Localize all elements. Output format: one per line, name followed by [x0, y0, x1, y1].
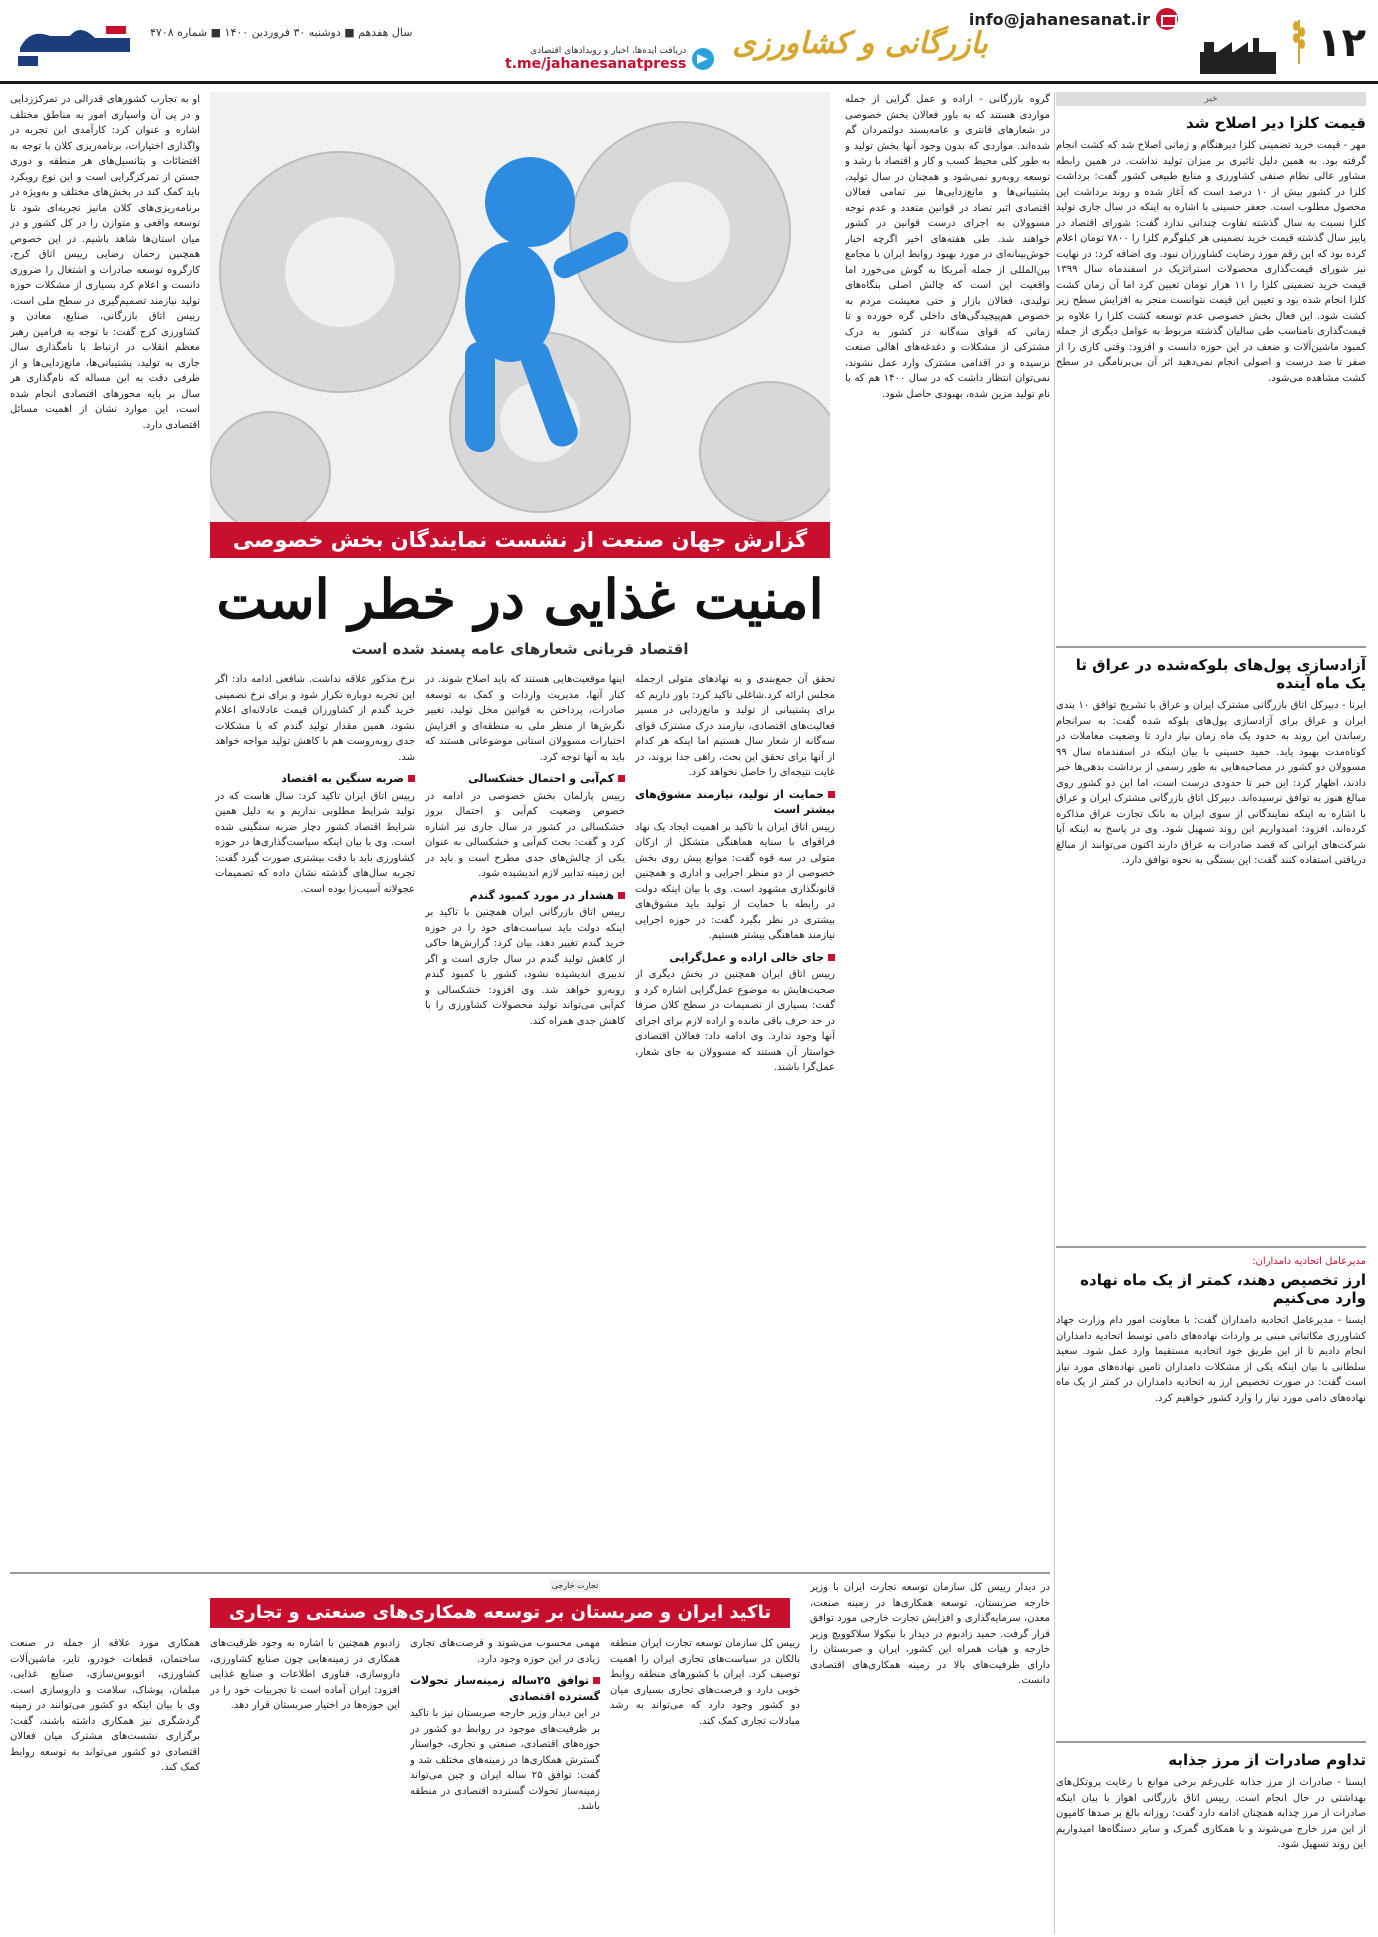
news-body: ایرنا - دبیرکل اتاق بازرگانی مشترک ایران و عراق با تشریح توافق ۱۰ بندی ایران و عراق برای آزادسازی پول‌های بلوکه شده گفت: به سرانجام رساندن این روند به حدود یک ماه زمان نیاز دارد تا وضعیت معاملات در کوتاه‌مدت بهبود یابد. حمید حسینی با بیان اینکه در اسفندماه سال ۹۹ مسوولان دو کشور در مصاحبه‌هایی به طور رسمی از برداشت بدهی‌ها خبر دادند، اظهار کرد: این خبر تا حدودی درست است، اما این دو کشور روی مبالغ هنوز به توافق نرسیده‌اند. دبیرکل اتاق بازرگانی مشترک ایران و عراق با اشاره به اینکه نمایندگانی از سوی ایران به بانک تجارت عراق مذاکره کرده‌اند، افزود: امیدواریم این روند تسهیل شود. وی در پاسخ به اینکه آیا شرکت‌های ایرانی که قصد صادرات به عراق دارند اکنون می‌توانند از مبالغ دریافتی استفاده کنند گفت: این بستگی به نحوه توافق دارد.: [1056, 700, 1366, 866]
telegram-caption: دریافت ایده‌ها، اخبار و رویدادهای اقتصادی: [530, 46, 687, 56]
paragraph: اینها موقعیت‌هایی هستند که باید اصلاح شوند. در کنار آنها، مدیریت واردات و کمک به توسعه صادرات، پرداختن به قوانین مخل تولید، تغییر نگرش‌ها از منظر ملی به منطقه‌ای و افزایش اختیارات مسوولان استانی موضوعاتی هستند که باید به آنها توجه کرد.: [425, 674, 625, 763]
article-body: [210, 672, 835, 1552]
subheading: [425, 771, 625, 787]
news-title[interactable]: تداوم صادرات از مرز جذابه: [1168, 1751, 1366, 1769]
news-tag: خبر: [1056, 92, 1366, 106]
news-body: ایسنا - مدیرعامل اتحادیه دامداران گفت: با معاونت امور دام وزارت جهاد کشاورزی مکاتباتی مبنی بر واردات نهاده‌های دامی توسط اتحادیه دامداران انجام دادیم تا از این طریق خود اتحادیه مستقیما وارد عمل شود. سعید سلطانی با بیان اینکه یکی از مشکلات دامداران تامین نهاده‌های مورد نیاز است گفت: در صورت تخصیص ارز به اتحادیه دامداران در کمتر از یک ماه نهاده‌های دامی مورد نیاز را وارد کشور خواهیم کرد.: [1056, 1315, 1366, 1404]
email-contact[interactable]: [969, 8, 1178, 30]
paragraph: مهمی محسوب می‌شوند و فرصت‌های تجاری زیادی در این حوزه وجود دارد.: [410, 1638, 600, 1665]
paragraph: رییس اتاق ایران با تاکید بر اهمیت ایجاد یک نهاد فراقوای با سنایه هماهنگی متشکل از ارکان متولی در سه قوه گفت: موانع پیش روی بخش خصوصی از دو منظر اجرایی و اداری و همچنین قانونگذاری مشهود است. وی با بیان اینکه دولت در رابطه با حمایت از تولید باید مشوق‌های بیشتری در نظر بگیرد گفت: در حوزه اجرایی نیازمند هماهنگی بیشتر هستیم.: [635, 821, 835, 941]
subheading: [635, 950, 835, 966]
bullet-square-icon: [593, 1677, 600, 1684]
subheading: [635, 787, 835, 818]
telegram-icon: [692, 48, 714, 70]
paragraph: رییس اتاق ایران تاکید کرد: سال هاست که در تولید شرایط مطلوبی نداریم و به دلیل همین شرایط اقتصاد کشور دچار ضربه سنگینی شده است. وی با بیان اینکه سیاست‌گذاری‌ها در حوزه کشاورزی باید با دقت بیشتری صورت گیرد گفت: تجربه سال‌های گذشته نشان داده که تصمیمات عجولانه آسیب‌زا بوده است.: [215, 790, 415, 895]
news-item-export: [1056, 1751, 1366, 1937]
news-briefs-column: [1056, 92, 1366, 1934]
bottom-column: همکاری مورد علاقه از جمله در صنعت ساختمان، قطعات خودرو، تایر، ماشین‌آلات کشاورزی، اتوبوس‌سازی، صنایع غذایی، مبلمان، پوشاک، سلامت و داروسازی است. وی با بیان اینکه دو کشور می‌توانند در زمینه گردشگری نیز همکاری داشته باشند، گفت: برگزاری نشست‌های مشترک میان فعالان اقتصادی دو کشور می‌تواند به توسعه روابط کمک کند.: [10, 1638, 200, 1773]
column-divider: [1054, 92, 1055, 1934]
article-column-left: او به تجارب کشورهای قدرالی در تمرکززدایی و در پی آن واسپاری امور به مناطق مختلف اشاره و عنوان کرد: کارآمدی این تجربه در واگذاری اختیارات، برنامه‌ریزی کلان با توجه به اقتضائات و پتانسیل‌های هر منطقه و دوری جستن از تمرکزگرایی است و این نوع رویکرد باید کمک کند در بخش‌های مختلف و به‌ویژه در برنامه‌ریزی‌های کلان مانیز تجربه‌ای شود تا توسعه واقعی و متوازن را در کل کشور و در میان استان‌ها شاهد باشیم. در این خصوص همچنین رحمان رضایی رییس اتاق کرج، کارگروه توسعه صادرات و اشتغال را ضروری دانست و اعلام کرد بسیاری از مشکلات حوزه تولید نیازمند تصمیم‌گیری در سطح ملی است. رییس اتاق بازرگانی، صنایع، معادن و کشاورزی کرج گفت: با توجه به فرامین رهبر معظم انقلاب در ارتباط با نامگذاری سال جاری به تولید، پشتیبانی‌ها، مانع‌زدایی‌ها و از طرفی دقت به این مساله که نام‌گذاری هر سال بر پایه محورهای اقتصادی انجام شده است، این موارد نشان از اهمیت مسائل اقتصادی دارد.: [10, 94, 200, 431]
wheat-icon: [1290, 16, 1308, 64]
news-kicker: مدیرعامل اتحادیه دامداران:: [1252, 1256, 1366, 1267]
paragraph: رییس اتاق بازرگانی ایران همچنین با تاکید بر اینکه دولت باید سیاست‌های خود را در حوزه خرید گندم تغییر دهد، بیان کرد: گزارش‌ها حاکی از کاهش تولید گندم در سال جاری است و اگر تدبیری اندیشیده نشود، کشور با کمبود گندم روبه‌رو خواهد شد. وی افزود: خشکسالی و کم‌آبی می‌تواند تولید محصولات کشاورزی را با کاهش جدی همراه کند.: [425, 907, 625, 1027]
subheading: [425, 888, 625, 904]
article-column: [215, 672, 415, 1552]
bullet-square-icon: [408, 775, 415, 782]
article-tag: تجارت خارجی: [551, 1581, 599, 1590]
email-icon: [1156, 8, 1178, 30]
subheading: [215, 771, 415, 787]
telegram-link[interactable]: t.me/jahanesanatpress: [505, 56, 687, 72]
news-body: مهر - قیمت خرید تضمینی کلزا دیرهنگام و زمانی اصلاح شد که کشت انجام گرفته بود. به همین دلیل تاثیری بر میزان تولید نداشت. در همین رابطه مشاور عالی نظام صنفی کشاورزی و منابع طبیعی کشور گفت: برداشت کلزا در کشور بیش از ۱۰ درصد است که آغاز شده و روند برداشت این محصول مطلوب است. جعفر حسینی با اشاره به اینکه در سال جاری تولید کلزا نسبت به سال گذشته تفاوت چندانی ندارد گفت: شورای اقتصاد در پاییز سال گذشته قیمت خرید تضمینی هر کیلوگرم کلزا را ۷۸۰۰ تومان اعلام کرده بود که این رقم مورد رضایت کشاورزان نبود. وی اضافه کرد: در نهایت نیز شورای قیمت‌گذاری محصولات استراتژیک در اسفندماه سال ۱۳۹۹ قیمت خرید تضمینی کلزا را ۱۱ هزار تومان تعیین کرد اما آن زمان کشت کلزا انجام شده بود و تعیین این قیمت نتوانست منجر به افزایش سطح زیر کشت شود. این فعال بخش خصوصی عدم توسعه کشت کلزا را علاوه بر قیمت‌گذاری نامناسب طی سالیان گذشته مربوط به عوامل دیگری از جمله کمبود ماشین‌آلات و ضعف در این حوزه دانست و افزود: وقتی کاری را از صفر تا صد درست و اصولی انجام نمی‌دهید اثر آن بی‌برنامگی در سطح کشت مشاهده می‌شود.: [1056, 140, 1366, 384]
subheading-text: حمایت از تولید، نیازمند مشوق‌های بیشتر است: [635, 787, 835, 816]
divider: [1056, 1246, 1366, 1248]
email-text: info@jahanesanat.ir: [968, 9, 1150, 29]
article-column-intro: گروه بازرگانی - اراده و عمل گرایی از جمله مواردی هستند که به باور فعالان بخش خصوصی در شعارهای قانتری و عامه‌پسند دولتمردان گم شده‌اند. مواردی که بدون وجود آنها بخش تولید و به طور کلی محیط کسب و کار و اقتصاد با رشد و توسعه روبه‌رو نمی‌شود و همچنان در سال تولید، پشتیبانی‌ها و مانع‌زدایی‌ها نیز تمامی فعالان اقتصادی اثبر تضاد در قوانین متعدد و عدم توجه مسوولان به اجرای درست قوانین در کشور خواهند شد. طی هفته‌های اخیر اگرچه اخبار خوش‌بینانه‌ای در مورد بهبود روابط ایران با مجامع بین‌المللی از جمله آمریکا به گوش می‌خورد اما واقعیت این است که چالش اصلی بنگاه‌های تولیدی، فعالان بازار و حتی معیشت مردم به خصوص هم‌پیچیدگی‌های داخلی گره خورده و تا زمانی که قوای سه‌گانه در کشور به درک مشترکی از مشکلات و دغدغه‌های اهالی صنعت نرسیده و در اقدامی مشترک وارد عمل نشوند، نمی‌توان انتظار داشت که در سال ۱۴۰۰ هم که با نام تولید مزین شده، بهبودی حاصل شود.: [845, 94, 1050, 400]
bottom-column: رییس کل سازمان توسعه تجارت ایران منطقه بالکان در سیاست‌های تجاری ایران را اهمیت توصیف کرد. ایران با کشورهای منطقه روابط خوبی دارد و فرصت‌های تجاری بسیاری میان دو کشور وجود دارد که می‌تواند به رشد مبادلات تجاری کمک کند.: [610, 1638, 800, 1727]
gears-illustration: [210, 92, 830, 522]
bottom-headline[interactable]: تاکید ایران و صربستان بر توسعه همکاری‌های صنعتی و تجاری: [210, 1598, 790, 1628]
subheading-text: ضربه سنگین به اقتصاد: [281, 772, 404, 785]
bottom-body: [10, 1636, 800, 1926]
divider: [1056, 646, 1366, 648]
subheading-text: هشدار در مورد کمبود گندم: [469, 888, 614, 902]
subheading-text: توافق ۲۵ساله زمینه‌ساز تحولات گسترده اقتصادی: [410, 1674, 600, 1703]
page-number: ۱۲: [1317, 20, 1366, 66]
issue-info: سال هفدهم ■ دوشنبه ۳۰ فروردین ۱۴۰۰ ■ شماره ۴۷۰۸: [150, 26, 413, 39]
bottom-column: زادبوم همچنین با اشاره به وجود ظرفیت‌های همکاری در زمینه‌هایی چون صنایع کشاورزی، داروسازی، فناوری اطلاعات و صنایع غذایی افزود: ایران آماده است تا تجربیات خود را در این حوزه‌ها در اختیار صربستان قرار دهد.: [210, 1638, 400, 1711]
news-item-livestock: [1056, 1256, 1366, 1733]
paragraph: رییس اتاق ایران همچنین در بخش دیگری از صحبت‌هایش به موضوع عمل‌گرایی اشاره کرد و گفت: بسیاری از تصمیمات در سطح کلان صرفا در حد حرف باقی مانده و اراده لازم برای اجرای آنها وجود ندارد. وی ادامه داد: فعالان اقتصادی خواستار آن هستند که مسوولان به جای شعار، عمل‌گرا باشند.: [635, 969, 835, 1073]
bullet-square-icon: [828, 954, 835, 961]
paragraph: در این دیدار وزیر خارجه صربستان نیز با تاکید بر ظرفیت‌های موجود در روابط دو کشور در حوزه‌های اقتصادی، صنعتی و تجاری، خواستار گسترش همکاری‌ها در زمینه‌های مختلف شد و گفت: توافق ۲۵ ساله ایران و چین می‌تواند زمینه‌ساز تحولات گسترده اقتصادی در منطقه باشد.: [410, 1708, 600, 1812]
news-item-canola: [1056, 114, 1366, 638]
factory-logo-icon: [1198, 36, 1278, 76]
article-column: [635, 672, 835, 1552]
subheading-text: کم‌آبی و احتمال خشکسالی: [468, 772, 614, 785]
telegram-channel[interactable]: [505, 46, 714, 72]
news-title[interactable]: ارز تخصیص دهند، کمتر از یک ماه نهاده وارد می‌کنیم: [1080, 1271, 1366, 1307]
article-kicker: گزارش جهان صنعت از نشست نمایندگان بخش خصوصی: [210, 522, 830, 558]
news-item-iraq: [1056, 656, 1366, 1238]
bullet-square-icon: [618, 892, 625, 899]
article-lead: اقتصاد قربانی شعارهای عامه پسند شده است: [351, 640, 689, 658]
bullet-square-icon: [828, 791, 835, 798]
subheading: [410, 1673, 600, 1704]
article-headline[interactable]: امنیت غذایی در خطر است: [216, 567, 824, 631]
news-title[interactable]: قیمت کلزا دیر اصلاح شد: [1186, 114, 1366, 132]
paragraph: رییس پارلمان بخش خصوصی در ادامه در خصوص وضعیت کم‌آبی و احتمال بروز خشکسالی در کشور در سال جاری نیز اشاره کرد و گفت: بحث کم‌آبی و خشکسالی به عنوان یکی از چالش‌های جدی مطرح است و باید در این زمینه تدابیر لازم اندیشیده شود.: [425, 790, 625, 879]
masthead: [0, 0, 1378, 84]
news-title[interactable]: آزادسازی پول‌های بلوکه‌شده در عراق تا یک ماه آینده: [1075, 656, 1366, 692]
newspaper-logo: [10, 8, 140, 78]
paragraph: تحقق آن جمع‌بندی و به نهادهای متولی ازجمله مجلس ارائه کرد.شاغلی تاکید کرد: باور داریم که برای پشتیبانی از تولید و مانع‌زدایی در مسیر فعالیت‌های اقتصادی، نیازمند درک مشترک قوای سه‌گانه از شعار سال هستیم اما اینکه هر کدام از آنها برای تحقق این بحث، راهی جدا بروند، در غایت نتیجه‌ای را حاصل نخواهد کرد.: [635, 674, 835, 778]
subheading-text: جای خالی اراده و عمل‌گرایی: [669, 950, 824, 964]
bottom-article: [10, 1572, 1050, 1934]
main-article: [10, 92, 1050, 1562]
bottom-intro-column: در دیدار رییس کل سازمان توسعه تجارت ایران با وزیر خارجه صربستان، توسعه همکاری‌ها در زمینه صنعت، معدن، سرمایه‌گذاری و افزایش تجارت خارجی مورد توافق قرار گرفت. حمید زادبوم در دیدار با نیکولا سلاکوویچ وزیر خارجه و هیات همراه این کشور، ایران و صربستان را دارای ظرفیت‌های بالا در زمینه همکاری‌های اقتصادی دانست.: [810, 1582, 1050, 1686]
news-body: ایسنا - صادرات از مرز جذابه علی‌رغم برخی موانع با رعایت پروتکل‌های بهداشتی در حال انجام است. رییس اتاق بازرگانی اهواز با بیان اینکه صادرات از مرز چذابه همچنان ادامه دارد گفت: روزانه بالغ بر صدها کامیون از این مرز خارج می‌شوند و با همکاری گمرک و سایر دستگاه‌ها امیدواریم این روند تسهیل شود.: [1056, 1777, 1366, 1850]
bottom-column: [410, 1636, 600, 1926]
divider: [1056, 1741, 1366, 1743]
article-column: [425, 672, 625, 1552]
section-title: بازرگانی و کشاورزی: [732, 26, 988, 61]
paragraph: نرخ مذکور علاقه نداشت. شافعی ادامه داد: اگر این تجربه دوباره تکرار شود و برای نرخ تضمینی خرید گندم از کشاورزان قیمت عادلانه‌ای اعلام نشود، همین مقدار تولید گندم که با مشکلات جدی روبه‌روست هم با کاهش تولید مواجه خواهد شد.: [215, 674, 415, 763]
bullet-square-icon: [618, 775, 625, 782]
